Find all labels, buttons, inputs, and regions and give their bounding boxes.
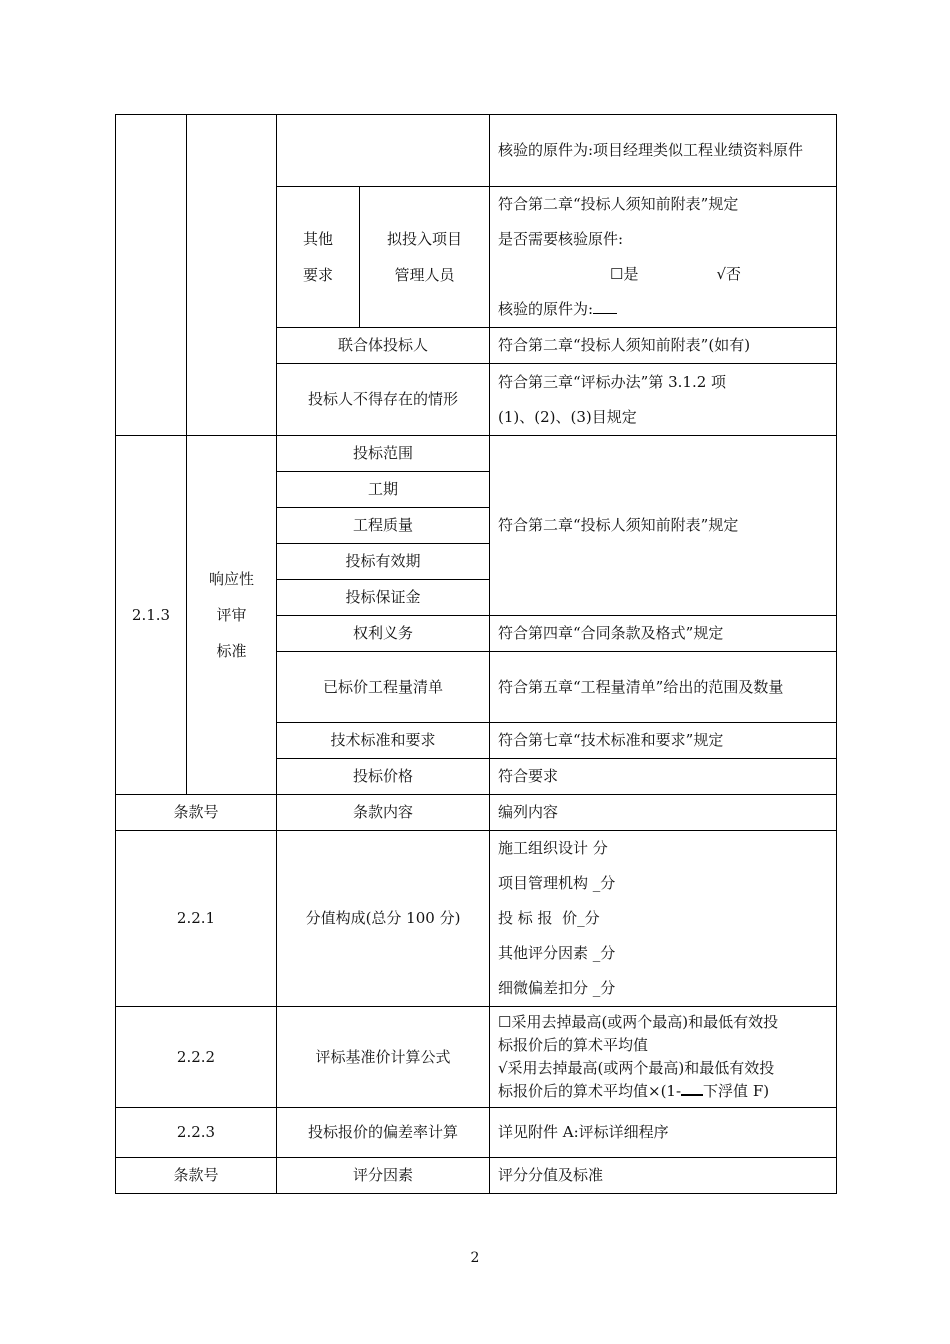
- verify-options: [498, 257, 828, 292]
- blank-underline: [681, 1081, 703, 1096]
- clause-number: 2.1.3: [116, 436, 187, 795]
- price-standard: 符合要求: [490, 759, 837, 795]
- duration-item: 工期: [277, 472, 490, 508]
- table-header-row: [116, 1158, 837, 1194]
- table-row: [116, 1108, 837, 1158]
- score-composition: 分值构成(总分 100 分): [277, 831, 490, 1007]
- tech-standard: 符合第七章“技术标准和要求”规定: [490, 723, 837, 759]
- other-requirements-standard: 符合第二章“投标人须知前附表”规定 是否需要核验原件: ☐是 √否 核验的原件为:: [490, 187, 837, 328]
- consortium-item: 联合体投标人: [277, 328, 490, 364]
- page-number: 2: [470, 1250, 480, 1266]
- clause-number: 2.2.1: [116, 831, 277, 1007]
- quality-item: 工程质量: [277, 508, 490, 544]
- price-item: 投标价格: [277, 759, 490, 795]
- item-cell-continued: [277, 115, 490, 187]
- not-exist-item: 投标人不得存在的情形: [277, 364, 490, 436]
- rights-item: 权利义务: [277, 616, 490, 652]
- bill-standard: 符合第五章“工程量清单”给出的范围及数量: [490, 652, 837, 723]
- other-requirements-label: 其他 要求: [277, 187, 360, 328]
- evaluation-table: [115, 114, 837, 1194]
- clause-number: 2.2.2: [116, 1007, 277, 1108]
- header-score-standard: 评分分值及标准: [490, 1158, 837, 1194]
- responsive-items-standard: 符合第二章“投标人须知前附表”规定: [490, 436, 837, 616]
- personnel-verify-cell: [490, 115, 837, 187]
- not-exist-standard: 符合第三章“评标办法”第 3.1.2 项 (1)、(2)、(3)目规定: [490, 364, 837, 436]
- bid-bond-item: 投标保证金: [277, 580, 490, 616]
- responsive-review-label: 响应性 评审 标准: [187, 436, 277, 795]
- management-personnel-label: 拟投入项目 管理人员: [360, 187, 490, 328]
- score-breakdown: 施工组织设计 分 项目管理机构 _分 投 标 报 价_分 其他评分因素 _分 细微偏差扣分 _分: [490, 831, 837, 1007]
- table-row: [116, 1007, 837, 1108]
- header-clause-number: 条款号: [116, 1158, 277, 1194]
- rights-standard: 符合第四章“合同条款及格式”规定: [490, 616, 837, 652]
- bill-item: 已标价工程量清单: [277, 652, 490, 723]
- consortium-standard: 符合第二章“投标人须知前附表”(如有): [490, 328, 837, 364]
- tech-item: 技术标准和要求: [277, 723, 490, 759]
- validity-item: 投标有效期: [277, 544, 490, 580]
- header-scoring-factor: 评分因素: [277, 1158, 490, 1194]
- base-price-formula: 评标基准价计算公式: [277, 1007, 490, 1108]
- header-clause-content: 条款内容: [277, 795, 490, 831]
- table-row: [116, 436, 837, 472]
- base-price-options: ☐采用去掉最高(或两个最高)和最低有效投 标报价后的算术平均值 √采用去掉最高(或两个最高)和最低有效投 标报价后的算术平均值×(1- 下浮值 F): [490, 1007, 837, 1108]
- header-listing-content: 编列内容: [490, 795, 837, 831]
- review-category-cell-continued: [187, 115, 277, 436]
- clause-number: 2.2.3: [116, 1108, 277, 1158]
- blank-underline: [593, 300, 617, 314]
- deviation-rate-standard: 详见附件 A:评标详细程序: [490, 1108, 837, 1158]
- checkbox-no: √否: [716, 265, 742, 283]
- table-header-row: [116, 795, 837, 831]
- clause-cell-continued: [116, 115, 187, 436]
- personnel-verify-text: 核验的原件为:项目经理类似工程业绩资料原件: [498, 141, 804, 159]
- header-clause-number: 条款号: [116, 795, 277, 831]
- checkbox-yes: ☐是: [610, 265, 639, 283]
- table-row: [116, 115, 837, 187]
- bid-scope-item: 投标范围: [277, 436, 490, 472]
- table-row: [116, 831, 837, 1007]
- deviation-rate-calc: 投标报价的偏差率计算: [277, 1108, 490, 1158]
